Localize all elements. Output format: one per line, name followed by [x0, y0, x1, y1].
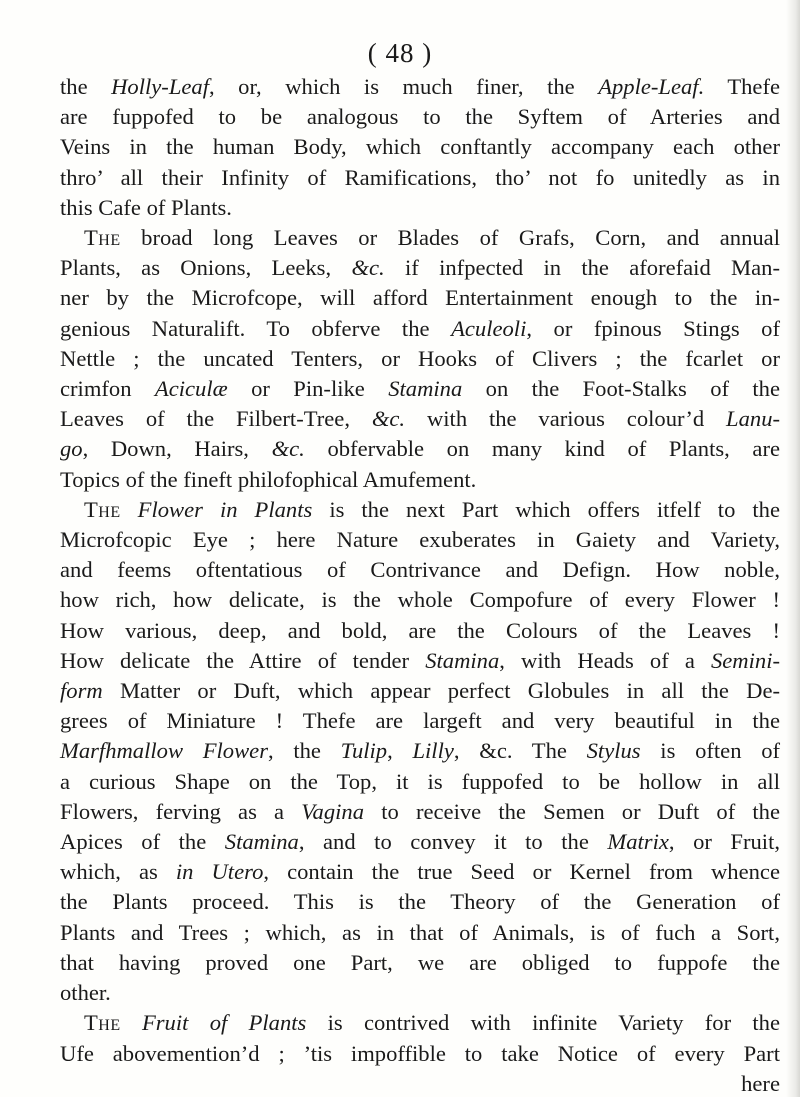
text-line [60, 223, 780, 253]
text-segment: Leaves of the Filbert-Tree, [60, 406, 372, 432]
italic-text: go [60, 436, 83, 462]
text-line [60, 978, 780, 1008]
text-segment: other. [60, 980, 111, 1006]
text-segment: , and to convey it to the [298, 829, 608, 855]
text-line [60, 827, 780, 857]
text-segment: Thefe [704, 74, 781, 99]
text-line [60, 193, 780, 223]
text-segment: ner by the Microfcope, will afford Entertainment enough to the in- [60, 285, 780, 311]
italic-text: Stamina [388, 376, 463, 402]
text-segment: Matter or Duft, which appear perfect Globules in all the De- [102, 678, 780, 704]
text-line [60, 525, 780, 555]
text-segment: , or Fruit, [668, 829, 781, 855]
text-segment: here [741, 1070, 780, 1096]
small-caps-text: The [84, 225, 121, 251]
text-segment: are fuppofed to be analogous to the Syftem of Arteries and [60, 104, 780, 130]
italic-text: &c. [271, 436, 305, 462]
text-line [60, 1008, 780, 1038]
italic-text: form [60, 678, 103, 704]
text-segment [121, 1010, 142, 1035]
text-segment: if infpected in the aforefaid Man- [384, 255, 781, 281]
text-segment: thro’ all their Infinity of Ramifications, tho’ not fo unitedly as in [60, 164, 780, 190]
text-line [60, 253, 780, 283]
text-line [60, 676, 780, 706]
italic-text: Lilly [412, 738, 454, 764]
text-line [60, 948, 780, 978]
page-number: ( 48 ) [367, 38, 433, 68]
small-caps-text: The [84, 496, 121, 522]
text-segment: crimfon [60, 376, 155, 402]
text-segment: , &c. The [453, 738, 587, 764]
text-segment: Nettle ; the uncated Tenters, or Hooks of Clivers ; the fcarlet or [60, 345, 780, 371]
text-line [60, 344, 780, 374]
italic-text: &c. [371, 406, 406, 432]
text-line [60, 646, 780, 676]
text-segment: the Plants proceed. This is the Theory of the Generation of [60, 889, 780, 915]
text-segment: How delicate the Attire of tender [60, 647, 426, 673]
italic-text: Fruit of Plants [141, 1010, 307, 1036]
text-line [60, 1039, 780, 1069]
text-segment: and feems oftentatious of Contrivance and Defign. How noble, [60, 557, 780, 583]
italic-text: Stylus [586, 738, 641, 764]
text-segment: a curious Shape on the Top, it is fuppofed to be hollow in all [60, 768, 780, 794]
text-segment: with the various colour’d [405, 406, 727, 432]
italic-text: Apple-Leaf. [598, 74, 705, 99]
text-segment: which, as [60, 859, 176, 885]
text-line [60, 857, 780, 887]
italic-text: Aculeoli [451, 315, 527, 341]
italic-text: Tulip [340, 738, 388, 764]
text-line [60, 102, 780, 132]
italic-text: Holly-Leaf [111, 74, 209, 99]
body-text [60, 72, 780, 1099]
text-line [60, 887, 780, 917]
text-line [60, 132, 780, 162]
text-segment: is contrived with infinite Variety for the [306, 1010, 780, 1036]
text-segment: Plants, as Onions, Leeks, [60, 255, 352, 281]
text-segment: how rich, how delicate, is the whole Compofure of every Flower ! [60, 587, 780, 613]
text-segment: to receive the Semen or Duft of the [364, 798, 780, 824]
text-segment: Veins in the human Body, which conftantly accompany each other [60, 134, 780, 160]
text-segment: broad long Leaves or Blades of Grafs, Corn, and annual [120, 225, 780, 251]
text-segment: , with Heads of a [499, 647, 711, 673]
italic-text: Aciculæ [154, 376, 228, 402]
text-line [60, 706, 780, 736]
text-line [60, 616, 780, 646]
text-line [60, 163, 780, 193]
text-line [60, 555, 780, 585]
italic-text: Lanu- [726, 406, 781, 432]
text-line [60, 495, 780, 525]
text-segment [121, 497, 138, 522]
italic-text: Flower in Plants [137, 496, 313, 522]
text-segment: grees of Miniature ! Thefe are largeft and very beautiful in the [60, 708, 780, 734]
text-segment: , or, which is much finer, the [209, 74, 599, 99]
text-line [60, 72, 780, 102]
text-line [60, 434, 780, 464]
page-edge-shadow [786, 0, 800, 1097]
text-segment: Microfcopic Eye ; here Nature exuberates in Gaiety and Variety, [60, 527, 780, 553]
text-segment: genious Naturalift. To obferve the [60, 315, 452, 341]
text-line [60, 918, 780, 948]
text-segment: How various, deep, and bold, are the Colours of the Leaves ! [60, 617, 780, 643]
text-segment: that having proved one Part, we are obliged to fuppofe the [60, 949, 780, 975]
text-segment: is often of [640, 738, 781, 764]
text-line [60, 736, 780, 766]
text-line [60, 283, 780, 313]
text-line [60, 797, 780, 827]
text-segment: , [387, 738, 413, 764]
text-segment: is the next Part which offers itfelf to the [312, 496, 780, 522]
text-segment: , or fpinous Stings of [526, 315, 781, 341]
small-caps-text: The [84, 1010, 121, 1036]
italic-text: Vagina [301, 798, 365, 824]
text-segment: , contain the true Seed or Kernel from whence [263, 859, 780, 885]
text-segment: on the Foot-Stalks of the [462, 376, 780, 402]
text-segment: Plants and Trees ; which, as in that of Animals, is of fuch a Sort, [60, 919, 780, 945]
text-segment: obfervable on many kind of Plants, are [304, 436, 780, 462]
text-segment: Topics of the fineft philofophical Amufement. [60, 466, 477, 492]
italic-text: Stamina [224, 829, 299, 855]
italic-text: &c. [351, 255, 385, 281]
text-line [60, 404, 780, 434]
italic-text: in Utero [175, 859, 264, 885]
text-line [60, 585, 780, 615]
text-segment: the [60, 74, 112, 99]
text-line [60, 465, 780, 495]
text-segment: Ufe abovemention’d ; ’tis impoffible to take Notice of every Part [60, 1040, 780, 1066]
text-line [60, 314, 780, 344]
text-line [60, 374, 780, 404]
text-line [60, 767, 780, 797]
text-segment: this Cafe of Plants. [60, 194, 232, 220]
text-segment: , the [267, 738, 341, 764]
text-line [60, 1069, 780, 1099]
italic-text: Marfhmallow Flower [60, 738, 268, 764]
italic-text: Semini- [710, 647, 781, 673]
italic-text: Matrix [607, 829, 669, 855]
italic-text: Stamina [425, 647, 500, 673]
text-segment: , Down, Hairs, [82, 436, 272, 462]
text-segment: or Pin-like [227, 376, 389, 402]
text-segment: Flowers, ferving as a [60, 798, 302, 824]
text-segment: Apices of the [60, 829, 225, 855]
